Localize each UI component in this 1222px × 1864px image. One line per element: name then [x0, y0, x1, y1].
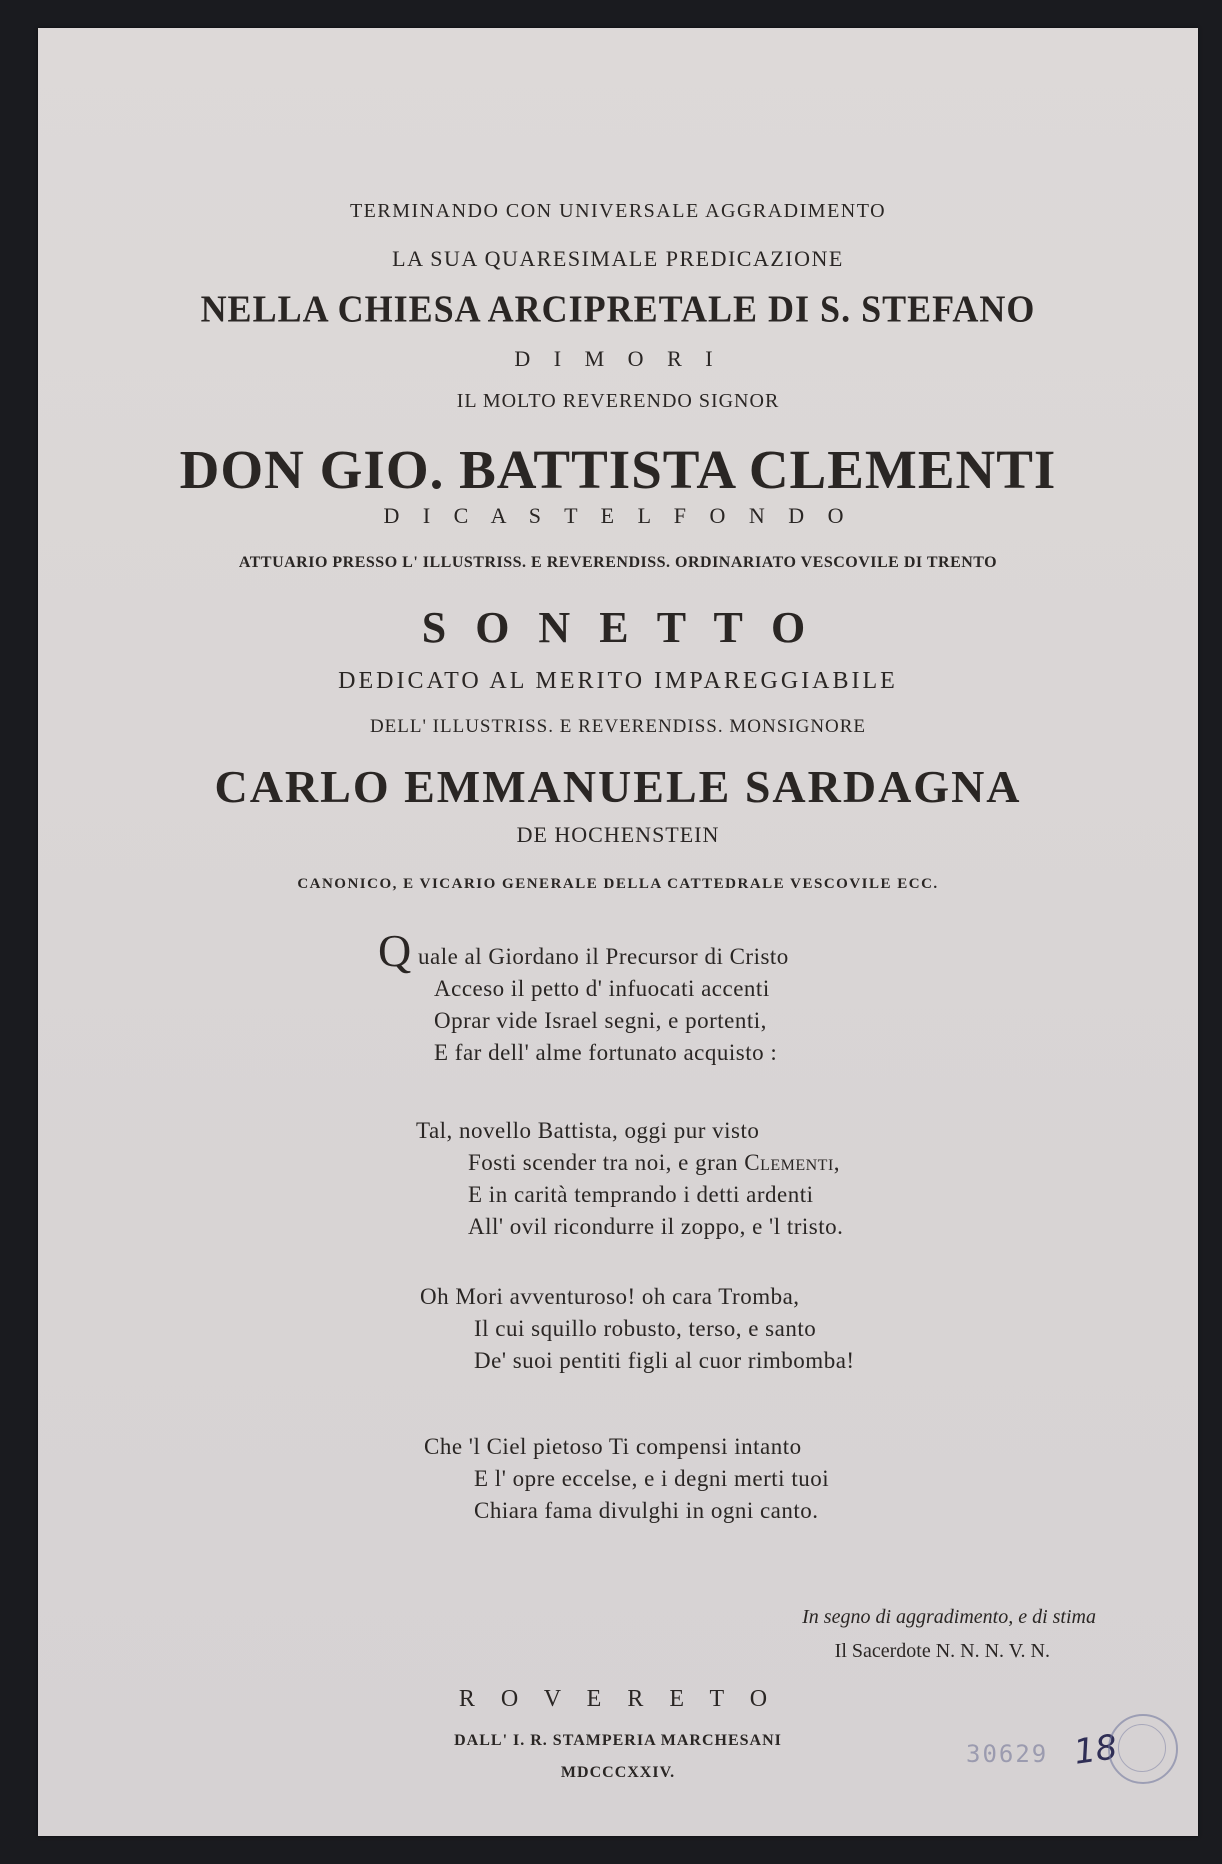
imprint-printer: DALL' I. R. STAMPERIA MARCHESANI	[454, 1732, 782, 1749]
verse-line: Acceso il petto d' infuocati accenti	[434, 976, 770, 1001]
signature-dedication: In segno di aggradimento, e di stima	[802, 1606, 1096, 1628]
library-stamp-icon	[1108, 1714, 1178, 1784]
verse-line: E far dell' alme fortunato acquisto :	[434, 1040, 778, 1065]
verse-line	[468, 1150, 840, 1176]
verse-small-caps: Clementi	[744, 1150, 834, 1175]
header-line-1: TERMINANDO CON UNIVERSALE AGGRADIMENTO	[349, 200, 887, 222]
verse-line: Il cui squillo robusto, terso, e santo	[474, 1316, 817, 1341]
imprint-place: R O V E R E T O	[458, 1686, 778, 1712]
verse-line: E in carità temprando i detti ardenti	[468, 1182, 814, 1207]
accession-number: 30629	[966, 1740, 1049, 1768]
stanza-4	[378, 1434, 938, 1534]
verse-line: Oprar vide Israel segni, e portenti,	[434, 1008, 767, 1033]
verse-line: Tal, novello Battista, oggi pur visto	[416, 1118, 760, 1143]
imprint-year: MDCCCXXIV.	[560, 1764, 676, 1781]
dedicatee-family: DE HOCHENSTEIN	[516, 822, 720, 847]
verse-line: All' ovil ricondurre il zoppo, e 'l tristo.	[468, 1214, 844, 1239]
handwritten-mark: 18	[1071, 1727, 1120, 1773]
dedicatee-office: CANONICO, E VICARIO GENERALE DELLA CATTEDRALE VESCOVILE ECC.	[297, 876, 939, 892]
stanza-2	[378, 1118, 938, 1248]
signature-author: Il Sacerdote N. N. N. V. N.	[834, 1640, 1050, 1662]
honoree-name: DON GIO. BATTISTA CLEMENTI	[179, 439, 1057, 500]
stanza-1	[378, 925, 938, 1068]
library-stamp-inner-ring	[1118, 1724, 1166, 1772]
sonnet-heading: S O N E T T O	[421, 603, 815, 652]
verse-line: E l' opre eccelse, e i degni merti tuoi	[474, 1466, 830, 1491]
header-line-4: D I M O R I	[514, 346, 722, 371]
verse-line: Chiara fama divulghi in ogni canto.	[474, 1498, 819, 1523]
honoree-origin: D I C A S T E L F O N D O	[383, 503, 853, 528]
dedicatee-title: DELL' ILLUSTRISS. E REVERENDISS. MONSIGNORE	[369, 716, 867, 737]
header-line-5: IL MOLTO REVERENDO SIGNOR	[456, 390, 780, 412]
dedication-line: DEDICATO AL MERITO IMPAREGGIABILE	[338, 668, 898, 694]
header-line-2: LA SUA QUARESIMALE PREDICAZIONE	[392, 246, 844, 271]
verse-line: Oh Mori avventuroso! oh cara Tromba,	[420, 1284, 800, 1309]
broadside-sheet	[38, 28, 1198, 1836]
verse-text: ,	[833, 1150, 841, 1175]
verse-line: Che 'l Ciel pietoso Ti compensi intanto	[424, 1434, 802, 1459]
drop-cap: Q	[378, 925, 412, 976]
verse-line: uale al Giordano il Precursor di Cristo	[418, 944, 789, 969]
honoree-title: ATTUARIO PRESSO L' ILLUSTRISS. E REVERENDISS. ORDINARIATO VESCOVILE DI TRENTO	[238, 554, 998, 571]
verse-line: De' suoi pentiti figli al cuor rimbomba!	[474, 1348, 855, 1373]
stanza-3	[378, 1284, 938, 1384]
dedicatee-name: CARLO EMMANUELE SARDAGNA	[214, 761, 1022, 812]
header-line-3: NELLA CHIESA ARCIPRETALE DI S. STEFANO	[200, 288, 1036, 330]
verse-text: Fosti scender tra noi, e gran	[468, 1150, 745, 1175]
